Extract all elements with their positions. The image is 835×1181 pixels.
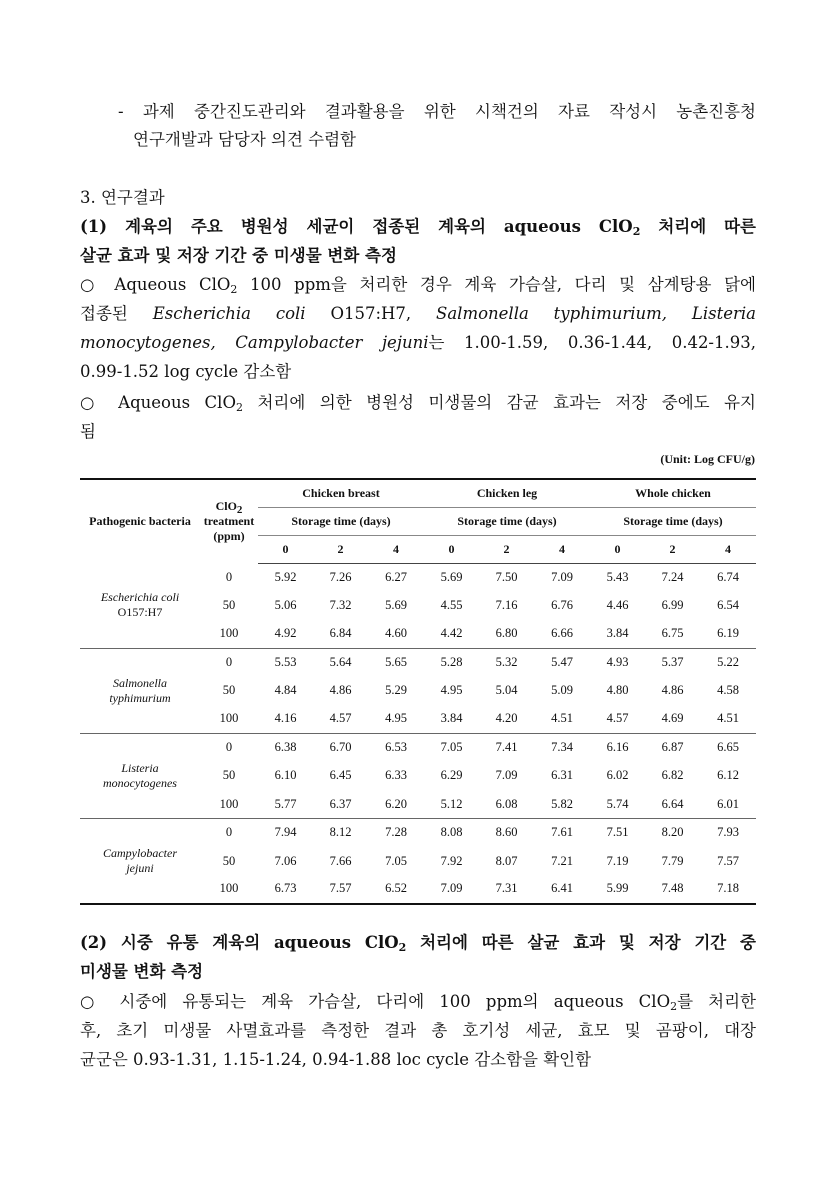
- value-cell: 3.84: [606, 626, 629, 641]
- value-cell: 5.06: [274, 598, 297, 613]
- value-cell: 4.57: [606, 711, 629, 726]
- value-cell: 7.66: [329, 853, 352, 868]
- intro-line-1: - 과제 중간진도관리와 결과활용을 위한 시책건의 자료 작성시 농촌진흥청: [118, 102, 756, 121]
- value-cell: 6.74: [717, 569, 739, 584]
- value-cell: 6.52: [368, 875, 424, 903]
- value-cell: 5.65: [368, 648, 424, 676]
- value-cell: 7.05: [424, 733, 479, 761]
- value-cell: 6.80: [495, 626, 518, 641]
- value-cell: 4.80: [606, 683, 629, 698]
- value-cell: 5.12: [440, 796, 463, 811]
- value-cell: 6.82: [661, 768, 684, 783]
- value-cell: 6.02: [606, 768, 629, 783]
- value-cell: 6.87: [645, 733, 700, 761]
- header-storage-time: Storage time (days): [258, 507, 424, 535]
- subsection-1-heading-line-1: (1) 계육의 주요 병원성 세균이 접종된 계육의 aqueous ClO$_2$ 처리에 따른: [80, 217, 756, 238]
- value-cell: 4.93: [590, 648, 645, 676]
- value-cell: 7.06: [274, 853, 297, 868]
- header-storage-time: Storage time (days): [424, 507, 590, 535]
- value-cell: 6.66: [551, 626, 573, 641]
- treatment-ppm-cell: 50: [222, 683, 236, 698]
- bacteria-strain: jejuni: [126, 860, 154, 875]
- value-cell: 4.16: [274, 711, 297, 726]
- value-cell: 4.60: [385, 626, 407, 641]
- value-cell: 4.57: [329, 711, 352, 726]
- treatment-ppm-cell: 50: [222, 598, 236, 613]
- bacteria-name-cell: [80, 563, 200, 648]
- paragraph-1-line-3: monocytogenes, Campylobacter jejuni는 1.00-1.59, 0.36-1.44, 0.42-1.93,: [80, 333, 756, 352]
- bacteria-name-cell: [80, 733, 200, 818]
- value-cell: 7.09: [551, 569, 573, 584]
- header-day: 4: [534, 535, 590, 563]
- value-cell: 7.19: [606, 853, 629, 868]
- value-cell: 5.64: [313, 648, 368, 676]
- treatment-ppm-cell: 0: [225, 569, 233, 584]
- paragraph-3-line-2: 후, 초기 미생물 사멸효과를 측정한 결과 총 호기성 세균, 효모 및 곰팡이, 대장: [80, 1021, 756, 1040]
- paragraph-1-line-2: 접종된 Escherichia coli O157:H7, Salmonella typhimurium, Listeria: [80, 304, 757, 323]
- value-cell: 5.82: [551, 796, 573, 811]
- value-cell: 4.46: [606, 598, 629, 613]
- bacteria-name-cell: [80, 648, 200, 733]
- header-clo2-treatment: ClO$_2$ treatment (ppm): [200, 479, 258, 563]
- value-cell: 5.29: [385, 683, 407, 698]
- table-row: [80, 648, 756, 676]
- bacteria-name: Campylobacter: [103, 845, 177, 860]
- value-cell: 6.19: [717, 626, 739, 641]
- value-cell: 7.50: [495, 569, 518, 584]
- value-cell: 5.47: [534, 648, 590, 676]
- value-cell: 4.55: [440, 598, 463, 613]
- treatment-ppm-cell: 100: [219, 796, 239, 811]
- value-cell: 5.77: [274, 796, 297, 811]
- value-cell: 6.01: [717, 796, 739, 811]
- value-cell: 5.53: [258, 648, 313, 676]
- value-cell: 7.94: [258, 819, 313, 847]
- value-cell: 7.34: [534, 733, 590, 761]
- value-cell: 7.21: [551, 853, 573, 868]
- value-cell: 6.76: [551, 598, 573, 613]
- header-day: 2: [645, 535, 700, 563]
- value-cell: 4.42: [440, 626, 463, 641]
- value-cell: 7.61: [534, 819, 590, 847]
- value-cell: 6.65: [700, 733, 756, 761]
- subsection-1-heading-line-2: 살균 효과 및 저장 기간 중 미생물 변화 측정: [80, 246, 397, 265]
- value-cell: 5.09: [551, 683, 573, 698]
- value-cell: 8.12: [313, 819, 368, 847]
- value-cell: 6.16: [590, 733, 645, 761]
- header-day: 2: [479, 535, 534, 563]
- value-cell: 7.28: [368, 819, 424, 847]
- header-day: 0: [590, 535, 645, 563]
- header-day: 0: [424, 535, 479, 563]
- paragraph-1-line-4: 0.99-1.52 log cycle 감소함: [80, 362, 292, 381]
- value-cell: 7.18: [700, 875, 756, 903]
- value-cell: 5.92: [274, 569, 297, 584]
- value-cell: 7.26: [329, 569, 352, 584]
- value-cell: 7.31: [479, 875, 534, 903]
- table-unit-label: (Unit: Log CFU/g): [660, 452, 755, 466]
- value-cell: 6.70: [313, 733, 368, 761]
- value-cell: 5.32: [479, 648, 534, 676]
- subsection-2-heading-line-2: 미생물 변화 측정: [80, 962, 204, 981]
- treatment-ppm-cell: 0: [200, 819, 258, 847]
- treatment-ppm-cell: 0: [200, 733, 258, 761]
- value-cell: 7.79: [661, 853, 684, 868]
- value-cell: 7.93: [700, 819, 756, 847]
- value-cell: 8.60: [479, 819, 534, 847]
- value-cell: 5.37: [645, 648, 700, 676]
- value-cell: 7.16: [495, 598, 518, 613]
- value-cell: 7.57: [717, 853, 739, 868]
- value-cell: 5.04: [495, 683, 518, 698]
- value-cell: 4.95: [385, 711, 407, 726]
- paragraph-3-line-3: 균군은 0.93-1.31, 1.15-1.24, 0.94-1.88 loc cycle 감소함을 확인함: [80, 1050, 592, 1069]
- bacteria-name-cell: [80, 819, 200, 904]
- value-cell: 7.41: [479, 733, 534, 761]
- value-cell: 6.29: [440, 768, 463, 783]
- treatment-ppm-cell: 0: [200, 648, 258, 676]
- value-cell: 8.20: [645, 819, 700, 847]
- bacteria-strain: O157:H7: [117, 605, 163, 620]
- treatment-ppm-cell: 100: [219, 626, 239, 641]
- value-cell: 4.86: [329, 683, 352, 698]
- value-cell: 5.74: [606, 796, 629, 811]
- value-cell: 7.24: [661, 569, 684, 584]
- value-cell: 6.53: [368, 733, 424, 761]
- treatment-ppm-cell: 100: [200, 875, 258, 903]
- treatment-ppm-cell: 50: [222, 768, 236, 783]
- value-cell: 4.51: [551, 711, 573, 726]
- value-cell: 5.99: [590, 875, 645, 903]
- value-cell: 4.20: [495, 711, 518, 726]
- value-cell: 7.51: [590, 819, 645, 847]
- value-cell: 6.31: [551, 768, 573, 783]
- header-day: 0: [258, 535, 313, 563]
- value-cell: 6.75: [661, 626, 684, 641]
- table-body: [80, 563, 756, 904]
- value-cell: 5.69: [385, 598, 407, 613]
- value-cell: 8.08: [424, 819, 479, 847]
- value-cell: 6.84: [329, 626, 352, 641]
- value-cell: 4.58: [717, 683, 739, 698]
- header-pathogenic-bacteria: Pathogenic bacteria: [80, 479, 200, 563]
- bacteria-name: Escherichia coli: [100, 590, 180, 605]
- value-cell: 7.57: [313, 875, 368, 903]
- pathogen-table: [80, 478, 756, 905]
- header-whole-chicken: Whole chicken: [590, 479, 756, 507]
- bacteria-strain: monocytogenes: [103, 775, 177, 790]
- value-cell: 5.22: [700, 648, 756, 676]
- bacteria-name: Salmonella: [113, 675, 167, 690]
- paragraph-2-line-2: 됨: [80, 422, 96, 441]
- value-cell: 4.84: [274, 683, 297, 698]
- header-day: 2: [313, 535, 368, 563]
- value-cell: 7.48: [645, 875, 700, 903]
- value-cell: 7.09: [424, 875, 479, 903]
- value-cell: 7.32: [329, 598, 352, 613]
- value-cell: 6.41: [534, 875, 590, 903]
- value-cell: 4.95: [440, 683, 463, 698]
- subsection-2-heading-line-1: (2) 시중 유통 계육의 aqueous ClO$_2$ 처리에 따른 살균 효과 및 저장 기간 중: [80, 933, 756, 954]
- table-row: [80, 733, 756, 761]
- value-cell: 6.37: [329, 796, 352, 811]
- value-cell: 7.92: [440, 853, 463, 868]
- header-day: 4: [368, 535, 424, 563]
- value-cell: 6.10: [274, 768, 297, 783]
- table-row: [80, 563, 756, 591]
- value-cell: 6.45: [329, 768, 352, 783]
- value-cell: 4.69: [661, 711, 684, 726]
- value-cell: 5.43: [606, 569, 629, 584]
- header-day: 4: [700, 535, 756, 563]
- paragraph-2-line-1: ○ Aqueous ClO$_2$ 처리에 의한 병원성 미생물의 감균 효과는 저장 중에도 유지: [80, 393, 756, 414]
- section-heading: 3. 연구결과: [80, 188, 165, 207]
- value-cell: 5.69: [440, 569, 463, 584]
- intro-line-2: 연구개발과 담당자 의견 수렴함: [133, 130, 356, 149]
- value-cell: 4.86: [661, 683, 684, 698]
- header-chicken-breast: Chicken breast: [258, 479, 424, 507]
- value-cell: 3.84: [440, 711, 463, 726]
- value-cell: 6.27: [385, 569, 407, 584]
- value-cell: 6.73: [258, 875, 313, 903]
- value-cell: 4.51: [717, 711, 739, 726]
- header-storage-time: Storage time (days): [590, 507, 756, 535]
- header-chicken-leg: Chicken leg: [424, 479, 590, 507]
- value-cell: 6.54: [717, 598, 739, 613]
- value-cell: 7.09: [495, 768, 518, 783]
- value-cell: 6.64: [661, 796, 684, 811]
- value-cell: 4.92: [274, 626, 297, 641]
- bacteria-name: Listeria: [121, 760, 159, 775]
- paragraph-3-line-1: ○ 시중에 유통되는 계육 가슴살, 다리에 100 ppm의 aqueous ClO$_2$를 처리한: [80, 992, 756, 1013]
- treatment-ppm-cell: 50: [222, 853, 236, 868]
- value-cell: 6.12: [717, 768, 739, 783]
- value-cell: 5.28: [424, 648, 479, 676]
- paragraph-1-line-1: ○ Aqueous ClO$_2$ 100 ppm을 처리한 경우 계육 가슴살, 다리 및 삼계탕용 닭에: [80, 275, 756, 296]
- value-cell: 6.33: [385, 768, 407, 783]
- value-cell: 6.08: [495, 796, 518, 811]
- bacteria-strain: typhimurium: [109, 690, 171, 705]
- value-cell: 8.07: [495, 853, 518, 868]
- value-cell: 7.05: [385, 853, 407, 868]
- value-cell: 6.20: [385, 796, 407, 811]
- treatment-ppm-cell: 100: [219, 711, 239, 726]
- value-cell: 6.38: [258, 733, 313, 761]
- table-row: [80, 819, 756, 847]
- value-cell: 6.99: [661, 598, 684, 613]
